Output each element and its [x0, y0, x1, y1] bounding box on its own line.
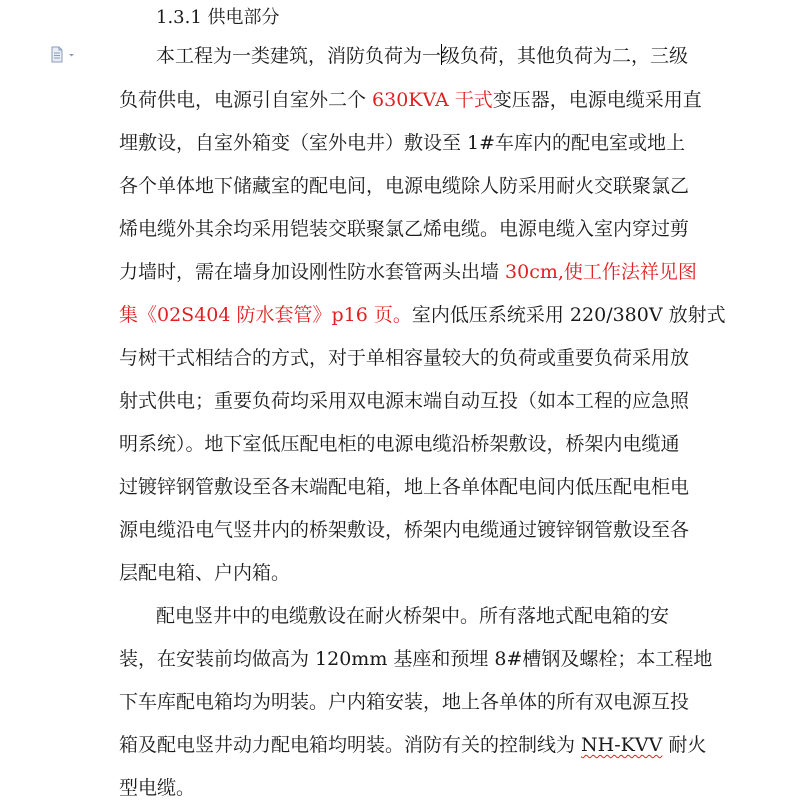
document-icon [50, 46, 80, 64]
paragraph-menu-button[interactable] [50, 46, 80, 64]
paragraph-1-line-3: 埋敷设，自室外箱变（室外电井）敷设至 1#车库内的配电室或地上 [119, 132, 686, 154]
paragraph-1-line-12: 源电缆沿电气竖井内的桥架敷设，桥架内电缆通过镀锌钢管敷设至各 [119, 519, 690, 541]
paragraph-2-line-4: 箱及配电竖井动力配电箱均明装。消防有关的控制线为 NH-KVV 耐火 [119, 734, 707, 756]
paragraph-2-line-1: 配电竖井中的电缆敷设在耐火桥架中。所有落地式配电箱的安 [156, 605, 670, 627]
paragraph-1-line-7: 集《02S404 防水套管》p16 页。室内低压系统采用 220/380V 放射式 [119, 304, 726, 326]
paragraph-1-line-4: 各个单体地下储藏室的配电间，电源电缆除人防采用耐火交联聚氯乙 [119, 175, 690, 197]
paragraph-2-line-2: 装，在安装前均做高为 120mm 基座和预埋 8#槽钢及螺栓；本工程地 [119, 648, 713, 670]
spellcheck-word: NH-KVV [581, 734, 663, 756]
chevron-down-icon [69, 54, 74, 57]
paragraph-1-line-10: 明系统）。地下室低压配电柜的电源电缆沿桥架敷设，桥架内电缆通 [119, 433, 680, 455]
paragraph-2-line-3: 下车库配电箱均为明装。户内箱安装，地上各单体的所有双电源互投 [119, 691, 690, 713]
paragraph-1-line-8: 与树干式相结合的方式，对于单相容量较大的负荷或重要负荷采用放 [119, 347, 690, 369]
paragraph-1-line-13: 层配电箱、户内箱。 [119, 562, 291, 584]
paragraph-1-line-9: 射式供电；重要负荷均采用双电源末端自动互投（如本工程的应急照 [119, 390, 690, 412]
section-heading: 1.3.1 供电部分 [156, 7, 280, 28]
paragraph-1-line-5: 烯电缆外其余均采用铠装交联聚氯乙烯电缆。电源电缆入室内穿过剪 [119, 218, 690, 240]
highlighted-text: 集《02S404 防水套管》p16 页。 [119, 304, 412, 326]
paragraph-1-line-6: 力墙时，需在墙身加设刚性防水套管两头出墙 30cm,使工作法祥见图 [119, 261, 697, 283]
paragraph-1-line-1: 本工程为一类建筑，消防负荷为一级负荷，其他负荷为二，三级 [156, 45, 689, 67]
paragraph-1-line-11: 过镀锌钢管敷设至各末端配电箱，地上各单体配电间内低压配电柜电 [119, 476, 690, 498]
highlighted-text: 630KVA 干式 [372, 89, 493, 111]
paragraph-1-line-2: 负荷供电，电源引自室外二个 630KVA 干式变压器，电源电缆采用直 [119, 89, 702, 111]
highlighted-text: 30cm,使工作法祥见图 [505, 261, 697, 283]
paragraph-2-line-5: 型电缆。 [119, 777, 196, 799]
